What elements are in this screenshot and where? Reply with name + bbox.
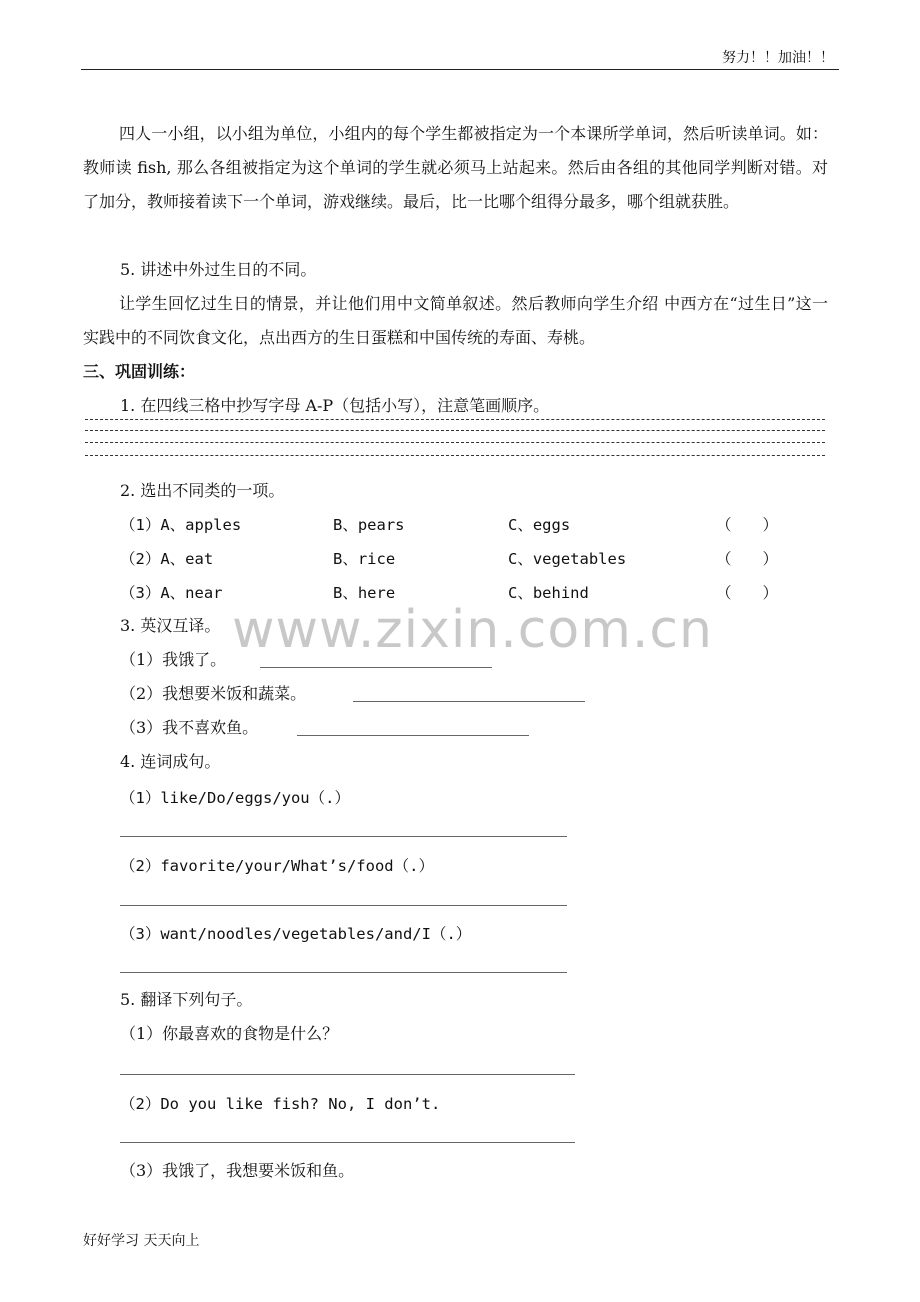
q3-item-3: （3）我不喜欢鱼。	[120, 718, 259, 737]
q2-item-3-b: B、here	[333, 584, 396, 602]
writing-line-3	[85, 442, 825, 443]
section-title: 三、巩固训练：	[83, 362, 196, 381]
intro-paragraph-1: 四人一小组，以小组为单位，小组内的每个学生都被指定为一个本课所学单词，然后听读单词。如：教师读 fish, 那么各组被指定为这个单词的学生就必须马上站起来。然后由各组的其他同学判断对错。对了加分，教师接着读下一个单词，游戏继续。最后，比一比哪个组得分最多，哪个组就获胜。	[83, 124, 828, 211]
writing-line-1	[85, 419, 825, 420]
q4-title: 4. 连词成句。	[120, 752, 221, 771]
q4-answer-line-3[interactable]	[120, 972, 567, 973]
q2-item-2-c: C、vegetables	[508, 550, 627, 568]
q5-item-2: （2）Do you like fish? No, I don’t.	[120, 1095, 441, 1113]
q3-item-2: （2）我想要米饭和蔬菜。	[120, 684, 307, 703]
intro-paragraph-2: 让学生回忆过生日的情景，并让他们用中文简单叙述。然后教师向学生介绍 中西方在“过生日”这一实践中的不同饮食文化，点出西方的生日蛋糕和中国传统的寿面、寿桃。	[83, 294, 828, 347]
watermark: www.zixin.com.cn	[232, 600, 713, 660]
q3-title: 3. 英汉互译。	[120, 616, 221, 635]
q4-answer-line-2[interactable]	[120, 905, 567, 906]
q2-item-1-b: B、pears	[333, 516, 405, 534]
q2-item-3-a: （3）A、near	[120, 584, 223, 602]
writing-line-4	[85, 455, 825, 456]
q2-item-1-c: C、eggs	[508, 516, 571, 534]
q5-title: 5. 翻译下列句子。	[120, 990, 253, 1009]
q2-item-2-b: B、rice	[333, 550, 396, 568]
writing-line-2	[85, 430, 825, 431]
q4-answer-line-1[interactable]	[120, 836, 567, 837]
q5-item-3: （3）我饿了，我想要米饭和鱼。	[120, 1161, 355, 1180]
q2-item-1-a: （1）A、apples	[120, 516, 242, 534]
q2-item-3-c: C、behind	[508, 584, 589, 602]
q2-item-3-answer[interactable]: （ ）	[716, 584, 779, 602]
intro-step-5: 5. 讲述中外过生日的不同。	[120, 260, 317, 279]
q3-answer-line-2[interactable]	[353, 701, 585, 702]
q5-answer-line-1[interactable]	[120, 1074, 575, 1075]
q5-answer-line-2[interactable]	[120, 1142, 575, 1143]
q4-item-2: （2）favorite/your/What’s/food（.）	[120, 857, 434, 875]
q2-item-1-answer[interactable]: （ ）	[716, 516, 779, 534]
q2-item-2-a: （2）A、eat	[120, 550, 214, 568]
footer-slogan: 好好学习 天天向上	[83, 1233, 200, 1249]
header-divider	[81, 69, 839, 70]
header-slogan: 努力！！加油！！	[722, 50, 834, 66]
q3-answer-line-3[interactable]	[297, 735, 529, 736]
q2-title: 2. 选出不同类的一项。	[120, 481, 285, 500]
q4-item-3: （3）want/noodles/vegetables/and/I（.）	[120, 925, 472, 943]
q4-item-1: （1）like/Do/eggs/you（.）	[120, 789, 350, 807]
q3-item-1: （1）我饿了。	[120, 650, 227, 669]
q3-answer-line-1[interactable]	[260, 667, 492, 668]
q1-instruction: 1. 在四线三格中抄写字母 A-P（包括小写），注意笔画顺序。	[120, 396, 550, 415]
q5-item-1: （1）你最喜欢的食物是什么？	[120, 1024, 339, 1043]
q2-item-2-answer[interactable]: （ ）	[716, 550, 779, 568]
